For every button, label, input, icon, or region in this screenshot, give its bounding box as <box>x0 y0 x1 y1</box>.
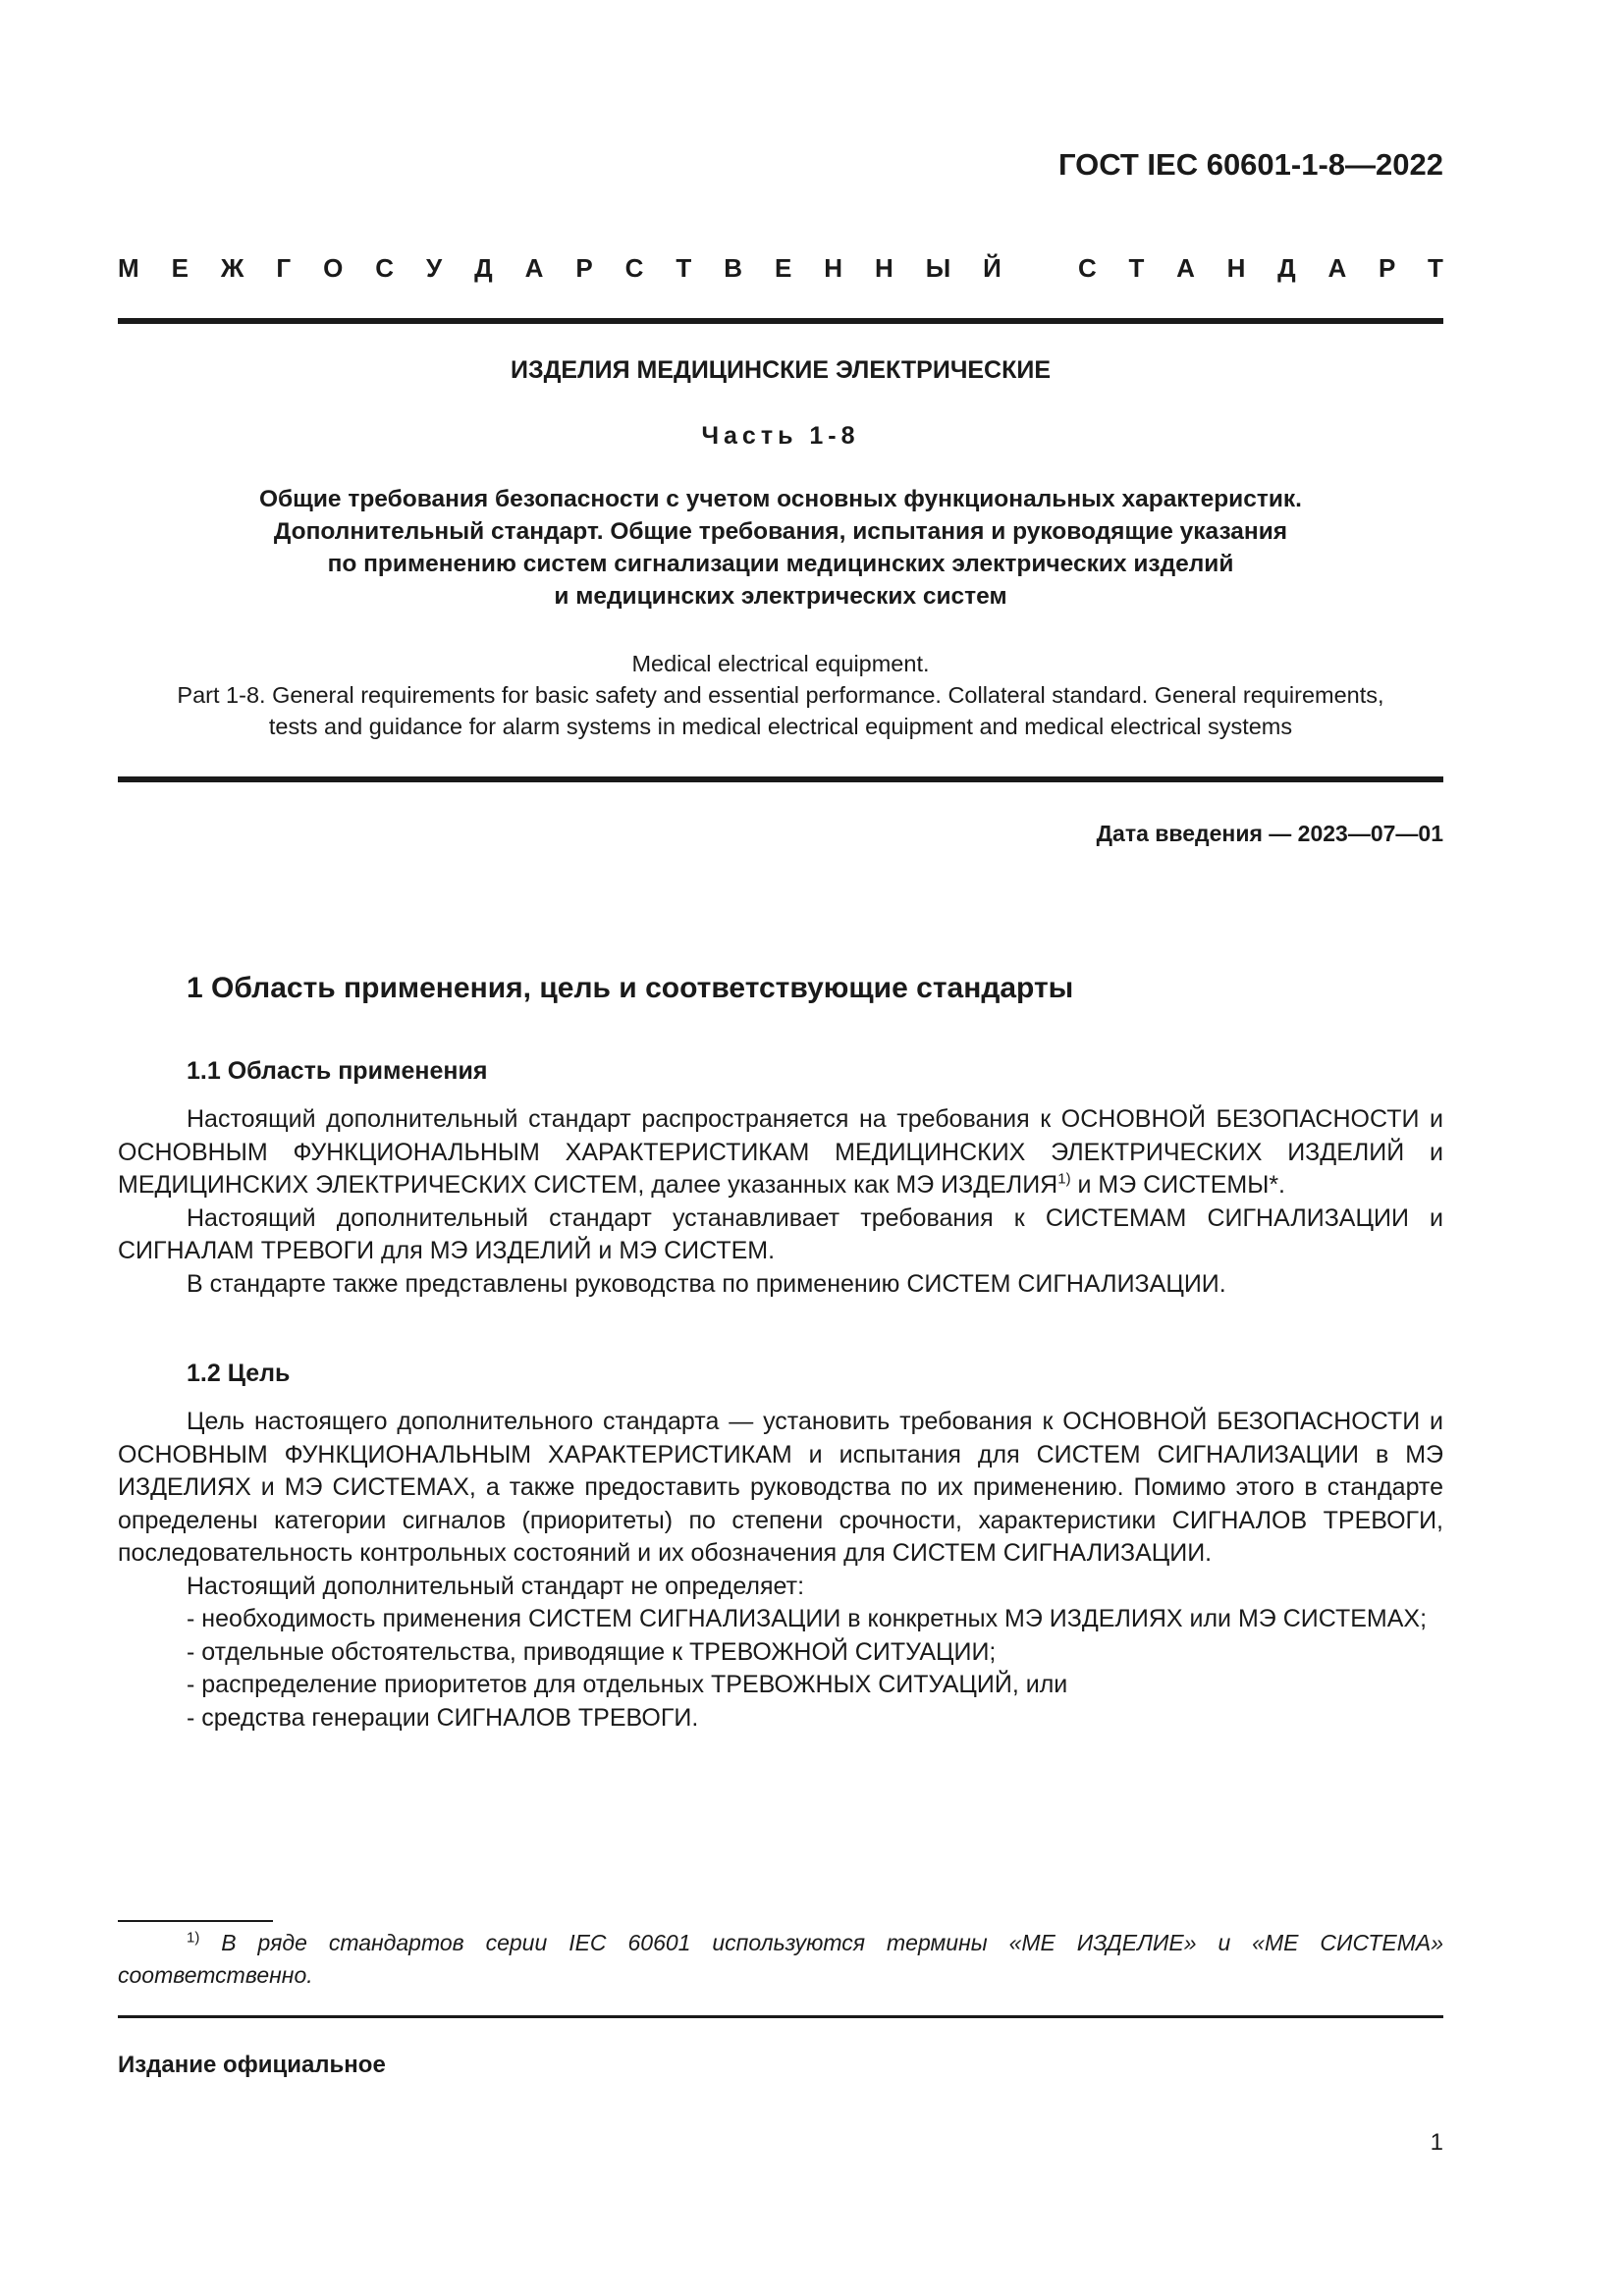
interstate-word: М Е Ж Г О С У Д А Р С Т В Е Н Н Ы Й <box>118 253 1001 283</box>
paragraph: Настоящий дополнительный стандарт распространяется на требования к ОСНОВНОЙ БЕЗОПАСНОСТИ и ОСНОВНЫМ ФУНКЦИОНАЛЬНЫМ ХАРАКТЕРИСТИКАМ МЕДИЦИНСКИХ ЭЛЕКТРИЧЕСКИХ ИЗДЕЛИЙ и МЕДИЦИНСКИХ ЭЛЕКТРИЧЕСКИХ СИСТЕМ, далее указанных как МЭ ИЗДЕЛИЯ$^{1)}$ и МЭ СИСТЕМЫ*. <box>118 1105 1443 1199</box>
section-heading: 1 Область применения, цель и соответствующие стандарты <box>187 972 1074 1004</box>
interstate-standard-banner <box>118 253 1443 284</box>
title-part: Часть 1-8 <box>701 422 860 450</box>
subtitle-line: Общие требования безопасности с учетом основных функциональных характеристик. <box>258 486 1302 512</box>
official-edition-label: Издание официальное <box>118 2052 386 2078</box>
purpose-text <box>118 1406 1443 1735</box>
introduction-date: Дата введения — 2023—07—01 <box>1096 821 1443 846</box>
title-english <box>118 648 1443 742</box>
english-line: tests and guidance for alarm systems in medical electrical equipment and medical electrical systems <box>268 714 1293 739</box>
subtitle-line: Дополнительный стандарт. Общие требования, испытания и руководящие указания <box>273 518 1288 545</box>
subsection-heading-purpose: 1.2 Цель <box>187 1360 291 1387</box>
title-rule <box>118 776 1443 782</box>
page-number: 1 <box>1430 2129 1443 2156</box>
paragraph: Цель настоящего дополнительного стандарта — установить требования к ОСНОВНОЙ БЕЗОПАСНОСТИ и ОСНОВНЫМ ФУНКЦИОНАЛЬНЫМ ХАРАКТЕРИСТИКАМ и испытания для СИСТЕМ СИГНАЛИЗАЦИИ в МЭ ИЗДЕЛИЯХ и МЭ СИСТЕМАХ, а также предоставить руководства по их применению. Помимо этого в стандарте определены категории сигналов (приоритеты) по степени срочности, характеристики СИГНАЛОВ ТРЕВОГИ, последовательность контрольных состояний и их обозначения для СИСТЕМ СИГНАЛИЗАЦИИ. <box>118 1408 1443 1567</box>
subtitle-line: по применению систем сигнализации медицинских электрических изделий <box>327 551 1234 577</box>
list-item: - средства генерации СИГНАЛОВ ТРЕВОГИ. <box>187 1703 699 1732</box>
footnote-marker: 1) <box>187 1929 200 1947</box>
footnote-ref: 1) <box>1057 1170 1071 1188</box>
scope-text <box>118 1103 1443 1301</box>
document-code: ГОСТ IEC 60601-1-8—2022 <box>1057 147 1443 182</box>
paragraph: В стандарте также представлены руководства по применению СИСТЕМ СИГНАЛИЗАЦИИ. <box>187 1269 1226 1298</box>
english-line: Medical electrical equipment. <box>631 651 930 676</box>
header-rule <box>118 318 1443 324</box>
title-main: ИЗДЕЛИЯ МЕДИЦИНСКИЕ ЭЛЕКТРИЧЕСКИЕ <box>510 356 1052 384</box>
footnote-text: В ряде стандартов серии IEC 60601 используются термины «МЕ ИЗДЕЛИЕ» и «МЕ СИСТЕМА» соответственно. <box>118 1930 1443 1988</box>
standard-word: С Т А Н Д А Р Т <box>1078 253 1443 283</box>
footer-rule <box>118 2015 1443 2018</box>
footnote <box>118 1927 1443 1992</box>
footnote-separator <box>118 1920 273 1922</box>
subtitle-line: и медицинских электрических систем <box>554 583 1007 610</box>
paragraph: Настоящий дополнительный стандарт не определяет: <box>187 1572 805 1600</box>
list-item: - необходимость применения СИСТЕМ СИГНАЛИЗАЦИИ в конкретных МЭ ИЗДЕЛИЯХ или МЭ СИСТЕМАХ; <box>187 1605 1428 1632</box>
list-item: - отдельные обстоятельства, приводящие к ТРЕВОЖНОЙ СИТУАЦИИ; <box>187 1637 997 1666</box>
list-item: - распределение приоритетов для отдельных ТРЕВОЖНЫХ СИТУАЦИЙ, или <box>187 1671 1068 1698</box>
english-line: Part 1-8. General requirements for basic safety and essential performance. Collateral standard. General requirements, <box>177 682 1384 708</box>
title-subtitle <box>118 483 1443 613</box>
subsection-heading-scope: 1.1 Область применения <box>187 1057 488 1085</box>
paragraph: Настоящий дополнительный стандарт устанавливает требования к СИСТЕМАМ СИГНАЛИЗАЦИИ и СИГНАЛАМ ТРЕВОГИ для МЭ ИЗДЕЛИЙ и МЭ СИСТЕМ. <box>118 1203 1443 1264</box>
